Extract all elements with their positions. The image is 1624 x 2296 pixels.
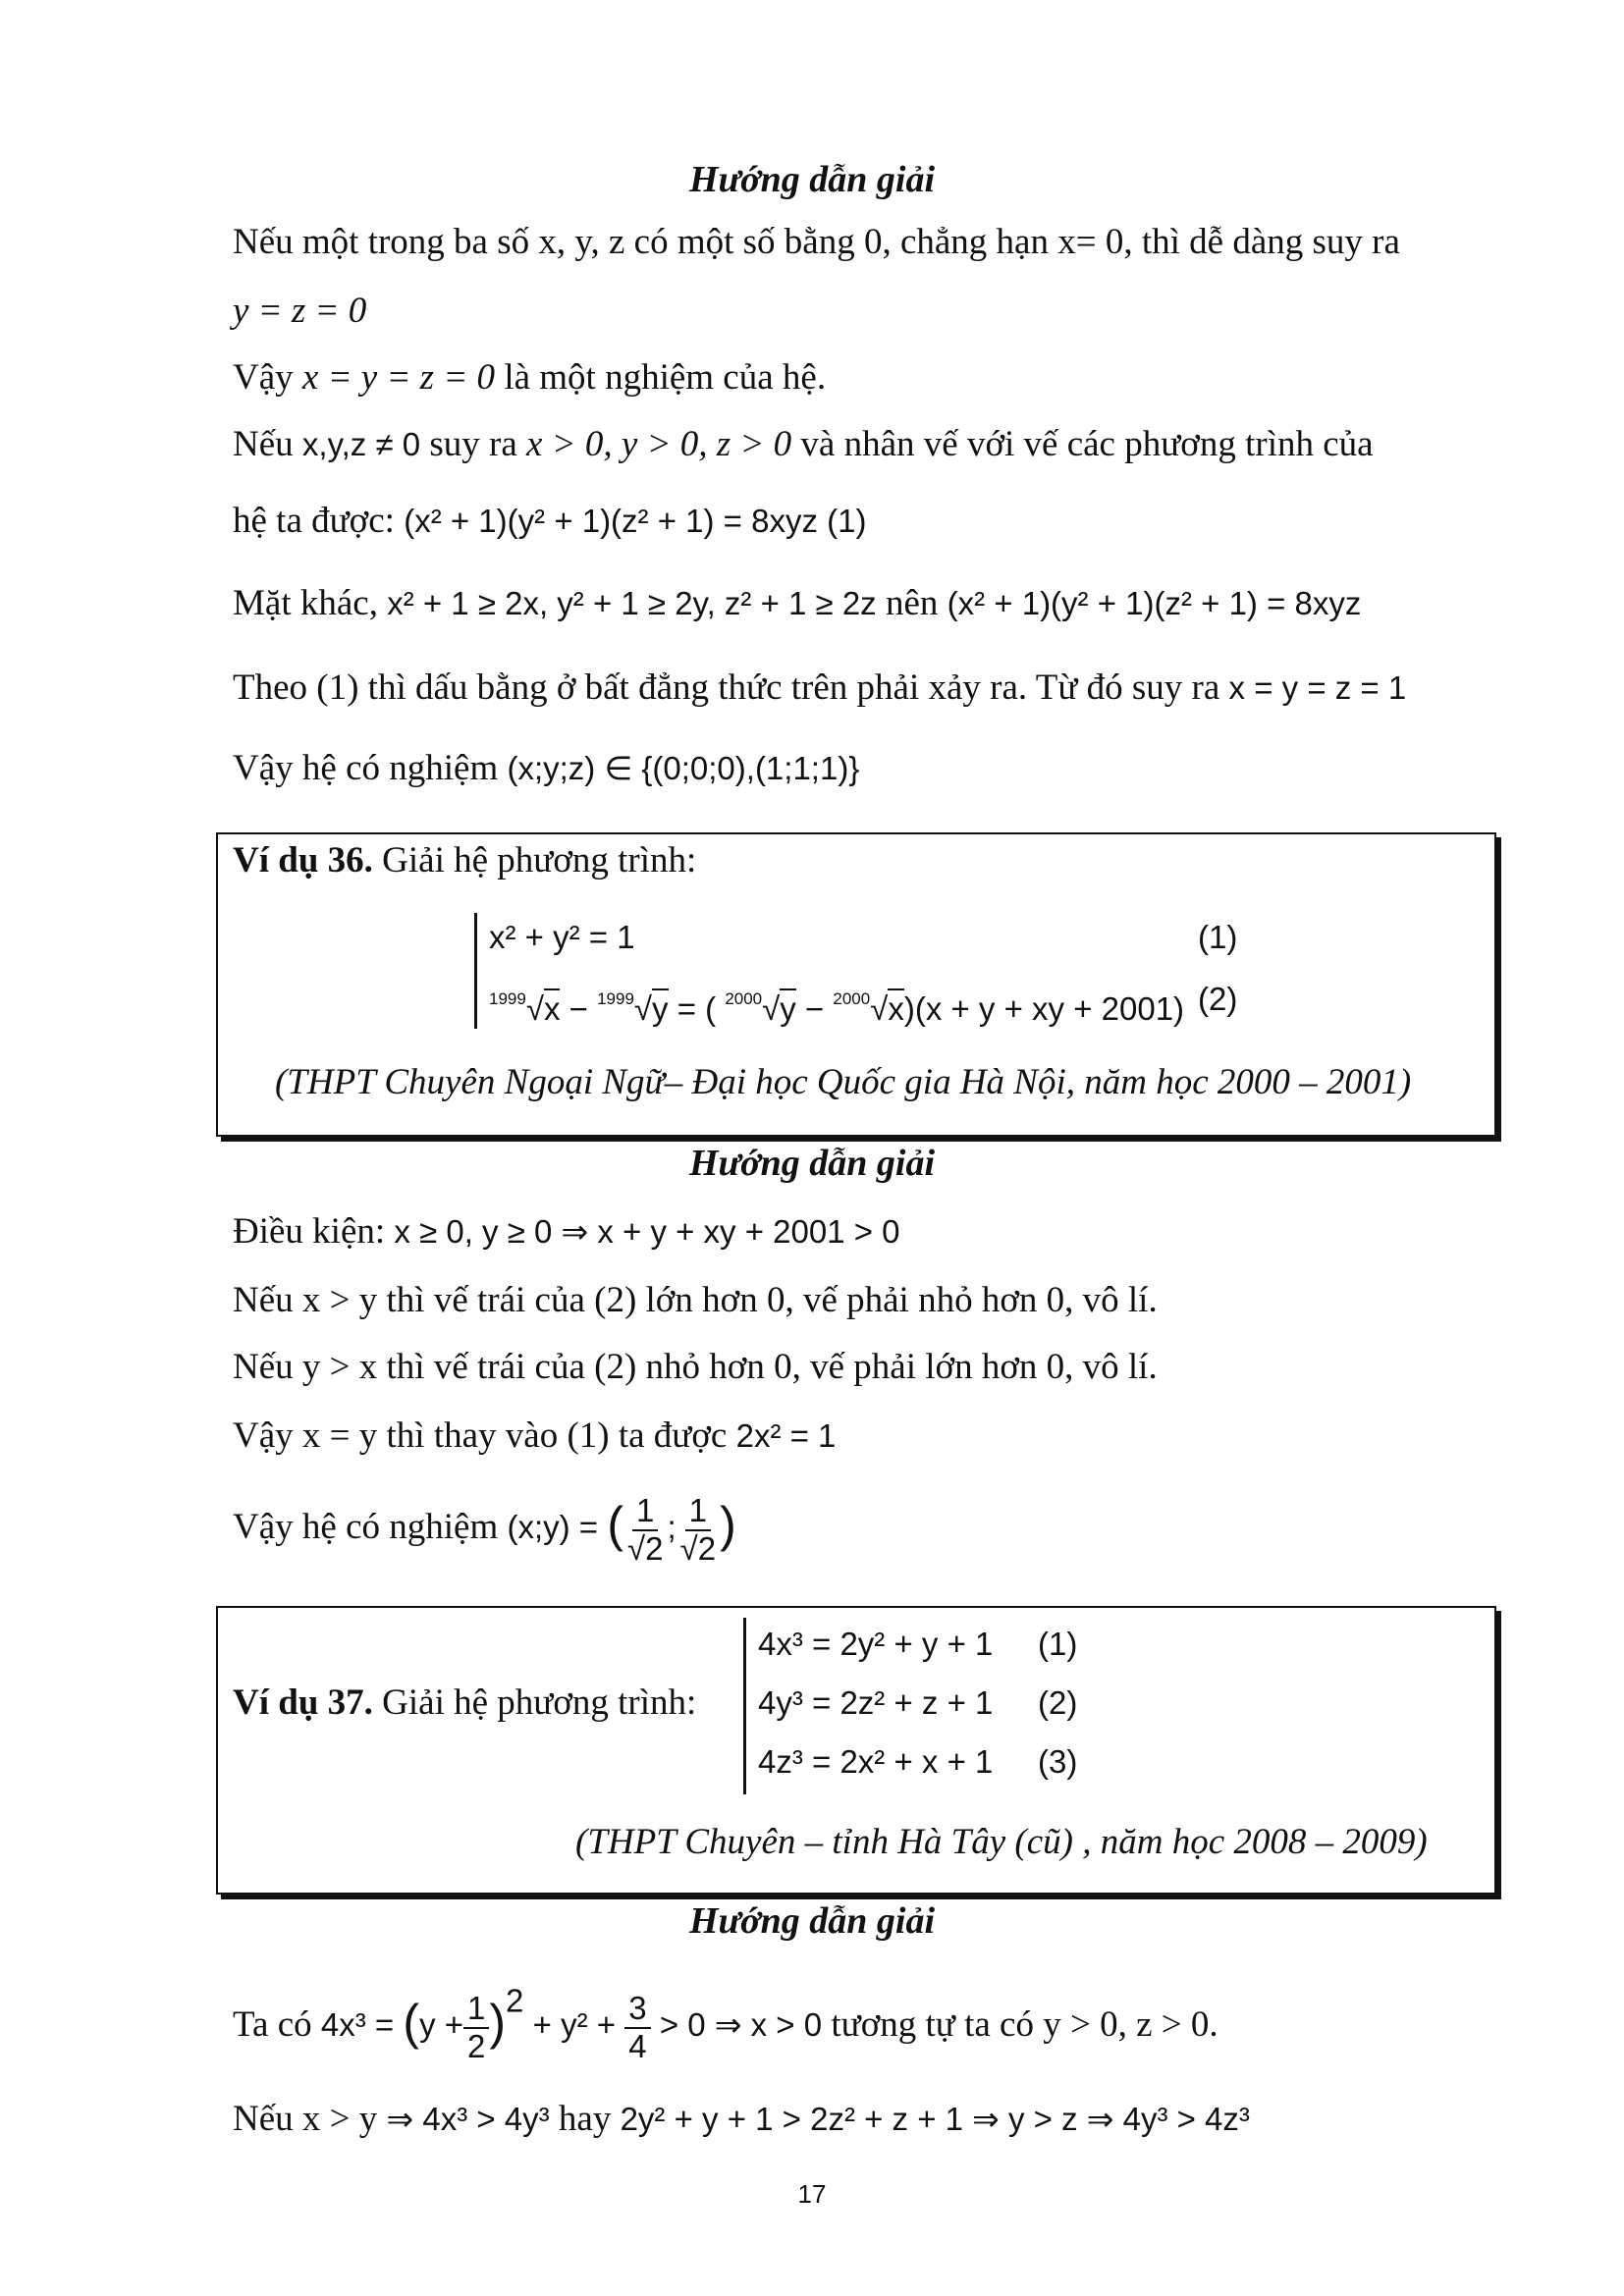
math-inline: y + [419, 2006, 464, 2044]
math-inline: x² + 1 ≥ 2x, y² + 1 ≥ 2y, z² + 1 ≥ 2z [387, 585, 877, 621]
text: nên [876, 583, 947, 623]
radical-sign: √ [525, 990, 544, 1027]
paragraph-line [233, 746, 859, 791]
text: hệ ta được: [233, 501, 405, 541]
text: và nhân vế với vế các phương trình của [791, 424, 1374, 464]
radicand: y [780, 990, 796, 1027]
numerator: 1 [685, 1493, 711, 1530]
math-inline: 2x² = 1 [735, 1417, 837, 1454]
fraction [623, 1493, 667, 1567]
operator: − [804, 990, 825, 1027]
solution-heading: Hướng dẫn giải [688, 1143, 936, 1184]
system-brace [474, 913, 477, 1029]
text: Giải hệ phương trình: [372, 840, 697, 881]
separator: ; [667, 1509, 677, 1546]
equation-1: x² + y² = 1 [489, 919, 635, 955]
numerator: 1 [463, 1991, 489, 2028]
example-title [233, 1681, 696, 1726]
radicand: x [888, 990, 904, 1027]
exponent: 2 [506, 1982, 524, 2019]
paragraph-line: y = z = 0 [233, 291, 367, 331]
math-inline: x,y,z ≠ 0 [301, 426, 421, 462]
paren: ( [403, 1995, 420, 2050]
paragraph-line [233, 499, 866, 544]
radical-sign: √ [870, 990, 889, 1027]
denominator: √2 [626, 1529, 664, 1567]
fraction [624, 1991, 650, 2064]
paren: ( [607, 1497, 623, 1552]
radicand: x [543, 990, 561, 1027]
equation-number: (3) [1038, 1743, 1078, 1780]
root-index: 2000 [833, 989, 871, 1008]
text: Điều kiện: [233, 1211, 395, 1252]
example-label: Ví dụ 37. [233, 1682, 373, 1723]
math-inline: x > 0, y > 0, z > 0 [526, 424, 792, 464]
math-inline: (x;y) = [507, 1509, 599, 1546]
paragraph-line [233, 355, 826, 400]
equation-1: 4x³ = 2y² + y + 1 [758, 1626, 994, 1662]
radicand: y [652, 990, 669, 1027]
paragraph-line: Nếu x > y thì vế trái của (2) lớn hơn 0, vế phải nhỏ hơn 0, vô lí. [233, 1280, 1158, 1320]
paragraph-line: Nếu y > x thì vế trái của (2) nhỏ hơn 0, vế phải lớn hơn 0, vô lí. [233, 1347, 1158, 1387]
text: hay [549, 2099, 621, 2139]
math-inline: (x;y;z) ∈ {(0;0;0),(1;1;1)} [507, 750, 860, 786]
equation-2: 4y³ = 2z² + z + 1 [758, 1684, 994, 1721]
fraction [677, 1493, 720, 1567]
text: Giải hệ phương trình: [372, 1682, 697, 1723]
factor: )(x + y + xy + 2001) [903, 990, 1185, 1027]
root-index: 1999 [597, 989, 634, 1008]
example-label: Ví dụ 36. [233, 840, 373, 881]
paragraph-line: Nếu một trong ba số x, y, z có một số bằng 0, chẳng hạn x= 0, thì dễ dàng suy ra [233, 222, 1400, 262]
text: Nếu x > y [233, 2099, 387, 2139]
numerator: 3 [624, 1991, 650, 2028]
math-inline: x = y = z = 0 [301, 357, 496, 398]
math-inline: 2y² + y + 1 > 2z² + z + 1 ⇒ y > z ⇒ 4y³ > 4z³ [620, 2101, 1250, 2137]
math-inline: > 0 ⇒ x > 0 [659, 2006, 823, 2044]
example-source: (THPT Chuyên – tỉnh Hà Tây (cũ) , năm học 2008 – 2009) [575, 1822, 1428, 1862]
example-title [233, 838, 696, 883]
paragraph-line [233, 666, 1406, 711]
paragraph-line [233, 1209, 900, 1255]
math-inline: x ≥ 0, y ≥ 0 ⇒ x + y + xy + 2001 > 0 [394, 1213, 900, 1250]
equation-number: (2) [1038, 1684, 1078, 1721]
paragraph-line [233, 1480, 736, 1572]
denominator: 4 [628, 2027, 647, 2064]
paragraph-line [233, 422, 1374, 467]
text: Mặt khác, [233, 583, 388, 623]
equation-2 [489, 977, 1184, 1032]
text: tương tự ta có y > 0, z > 0. [822, 2004, 1218, 2046]
paren: ) [489, 1995, 507, 2050]
text: Nếu [233, 424, 302, 464]
text: Vậy hệ có nghiệm [233, 748, 508, 788]
text: Vậy [233, 357, 302, 398]
text: là một nghiệm của hệ. [495, 357, 827, 398]
equation-number: (1) [1038, 1626, 1078, 1662]
paragraph-line [233, 1414, 836, 1459]
math-inline: (x² + 1)(y² + 1)(z² + 1) = 8xyz (1) [404, 503, 867, 539]
denominator: 2 [467, 2027, 486, 2064]
math-inline: ⇒ 4x³ > 4y³ [386, 2101, 550, 2137]
paragraph-line [233, 2097, 1250, 2142]
text: Vậy hệ có nghiệm [233, 1507, 508, 1548]
text: Ta có [233, 2004, 321, 2046]
equation-number: (1) [1198, 919, 1238, 955]
denominator: √2 [679, 1529, 717, 1567]
solution-heading: Hướng dẫn giải [688, 159, 936, 200]
math-inline: 4x³ = [320, 2006, 395, 2044]
equation-3: 4z³ = 2x² + x + 1 [758, 1743, 994, 1780]
solution-heading: Hướng dẫn giải [688, 1900, 936, 1942]
operator: = ( [677, 990, 717, 1027]
radical-sign: √ [762, 990, 781, 1027]
text: suy ra [420, 424, 527, 464]
root-index: 2000 [725, 989, 763, 1008]
paren: ) [720, 1497, 736, 1552]
equation-number: (2) [1198, 981, 1238, 1017]
text: Vậy x = y thì thay vào (1) ta được [233, 1415, 736, 1456]
system-brace [743, 1618, 746, 1794]
radical-sign: √ [633, 990, 653, 1027]
paragraph-line [233, 1973, 1218, 2074]
math-inline: + y² + [532, 2006, 616, 2044]
math-inline: (x² + 1)(y² + 1)(z² + 1) = 8xyz [947, 585, 1362, 621]
fraction [463, 1991, 489, 2064]
operator: − [568, 990, 588, 1027]
paragraph-line [233, 581, 1361, 626]
numerator: 1 [632, 1493, 658, 1530]
text: Theo (1) thì dấu bằng ở bất đẳng thức trên phải xảy ra. Từ đó suy ra [233, 667, 1229, 708]
root-index: 1999 [489, 989, 526, 1008]
math-inline: x = y = z = 1 [1228, 669, 1407, 706]
example-source: (THPT Chuyên Ngoại Ngữ– Đại học Quốc gia Hà Nội, năm học 2000 – 2001) [275, 1062, 1412, 1102]
page-number: 17 [797, 2179, 827, 2209]
